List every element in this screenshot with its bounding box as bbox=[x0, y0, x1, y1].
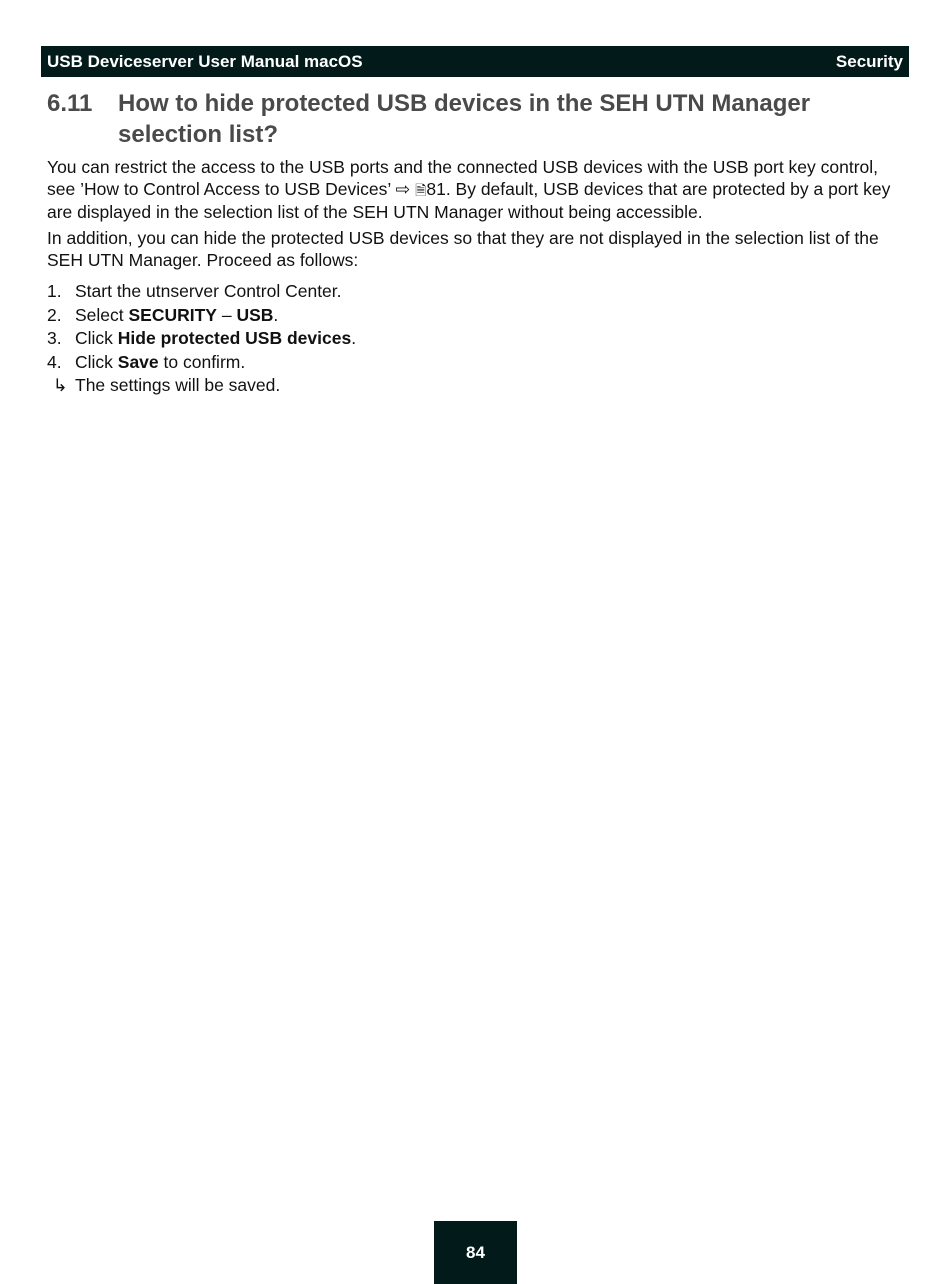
step-4: 4. Click Save to confirm. bbox=[47, 351, 246, 372]
page-ref-icon: 🗎 bbox=[415, 182, 427, 198]
paragraph-addition: In addition, you can hide the protected USB devices so that they are not displayed in the selection list of the SEH UTN Manager. Proceed as follows: bbox=[47, 228, 879, 270]
page-header bbox=[41, 46, 909, 77]
steps-list bbox=[47, 280, 907, 398]
chapter-name: Security bbox=[835, 51, 903, 71]
manual-title: USB Deviceserver User Manual macOS bbox=[47, 51, 363, 71]
section-heading bbox=[47, 88, 907, 150]
paragraph-intro: You can restrict the access to the USB ports and the connected USB devices with the USB port key control, see ’How to Control Access to USB Devices’ ⇨ 🗎81. By default, USB devices that are protected by a port key are displayed in the selection list of the SEH UTN Manager without being accessible. bbox=[47, 157, 891, 222]
section-title: How to hide protected USB devices in the SEH UTN Manager selection list? bbox=[118, 90, 811, 148]
step-2: 2. Select SECURITY – USB. bbox=[47, 304, 279, 325]
section-number: 6.11 bbox=[47, 90, 93, 117]
step-3: 3. Click Hide protected USB devices. bbox=[47, 328, 357, 348]
result-arrow-icon: ↳ bbox=[53, 375, 68, 395]
step-1: 1. Start the utnserver Control Center. bbox=[47, 281, 342, 301]
page-number: 84 bbox=[434, 1221, 517, 1284]
step-result: ↳ The settings will be saved. bbox=[47, 374, 907, 398]
xref-arrow-icon: ⇨ bbox=[395, 179, 411, 199]
xref-page-link[interactable]: 81 bbox=[426, 179, 446, 199]
